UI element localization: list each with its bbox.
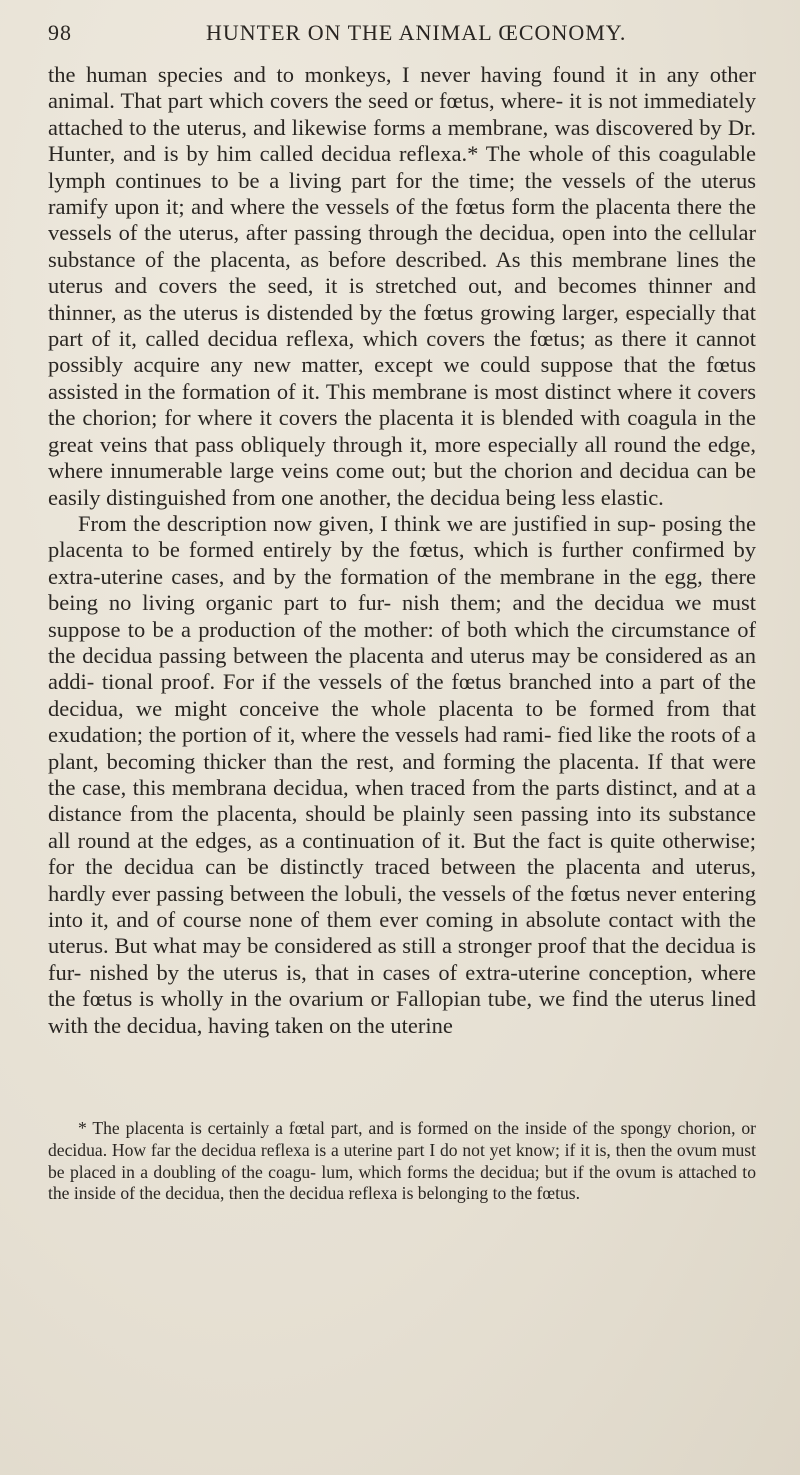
running-title: HUNTER ON THE ANIMAL ŒCONOMY. — [206, 20, 627, 45]
footnote: * The placenta is certainly a fœtal part, and is formed on the inside of the spongy chorion, or decidua. How far the decidua reflexa is a uterine part I do not yet know; if it is, then the ovum must be placed in a doubling of the coagu- lum, which forms the decidua; but if the ovum is attached to the inside of the decidua, then the decidua reflexa is belonging to the fœtus. — [48, 1118, 756, 1204]
paragraph-2: From the description now given, I think we are justified in sup- posing the placenta to be formed entirely by the fœtus, which is further confirmed by extra-uterine cases, and by the formation of the membrane in the egg, there being no living organic part to fur- nish them; and the decidua we must suppose to be a production of the mother: of both which the circumstance of the decidua passing between the placenta and uterus may be considered as an addi- tional proof. For if the vessels of the fœtus branched into a part of the decidua, we might conceive the whole placenta to be formed from that exudation; the portion of it, where the vessels had rami- fied like the roots of a plant, becoming thicker than the rest, and forming the placenta. If that were the case, this membrana decidua, when traced from the parts distinct, and at a distance from the placenta, should be plainly seen passing into its substance all round at the edges, as a continuation of it. But the fact is quite otherwise; for the decidua can be distinctly traced between the placenta and uterus, hardly ever passing between the lobuli, the vessels of the fœtus never entering into it, and of course none of them ever coming in absolute contact with the uterus. But what may be considered as still a stronger proof that the decidua is fur- nished by the uterus is, that in cases of extra-uterine conception, where the fœtus is wholly in the ovarium or Fallopian tube, we find the uterus lined with the decidua, having taken on the uterine — [48, 510, 756, 1038]
paragraph-1: the human species and to monkeys, I never having found it in any other animal. That part which covers the seed or fœtus, where- it is not immediately attached to the uterus, and likewise forms a membrane, was discovered by Dr. Hunter, and is by him called decidua reflexa.* The whole of this coagulable lymph continues to be a living part for the time; the vessels of the uterus ramify upon it; and where the vessels of the fœtus form the placenta there the vessels of the uterus, after passing through the decidua, open into the cellular substance of the placenta, as before described. As this membrane lines the uterus and covers the seed, it is stretched out, and becomes thinner and thinner, as the uterus is distended by the fœtus growing larger, especially that part of it, called decidua reflexa, which covers the fœtus; as there it cannot possibly acquire any new matter, except we could suppose that the fœtus assisted in the formation of it. This membrane is most distinct where it covers the chorion; for where it covers the placenta it is blended with coagula in the great veins that pass obliquely through it, more especially all round the edge, where innumerable large veins come out; but the chorion and decidua can be easily distinguished from one another, the decidua being less elastic. — [48, 62, 756, 510]
running-header — [48, 16, 756, 52]
page-number: 98 — [48, 20, 72, 45]
main-text — [48, 62, 756, 1039]
